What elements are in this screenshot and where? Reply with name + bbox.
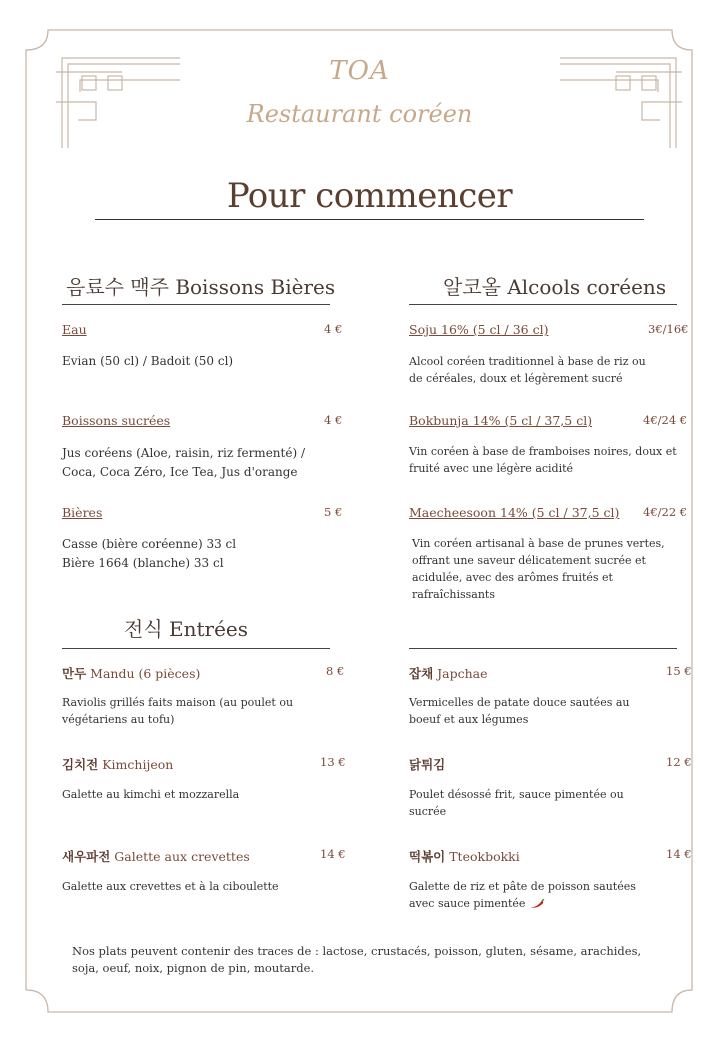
entree-label: Mandu (6 pièces)	[90, 666, 201, 681]
entree-price-mandu: 8 €	[326, 664, 345, 678]
brand-name: TOA	[329, 56, 390, 86]
alcohols-divider	[409, 304, 677, 305]
desc-line: Casse (bière coréenne) 33 cl	[62, 537, 237, 551]
entree-price-dakttwigim: 12 €	[666, 755, 692, 769]
entree-name-japchae	[409, 664, 488, 682]
desc-line: acidulée, avec des arômes fruités et	[412, 571, 613, 584]
desc-line: Jus coréens (Aloe, raisin, riz fermenté) /	[62, 446, 305, 460]
chili-pepper-icon	[529, 899, 545, 909]
entree-price-kimchijeon: 13 €	[320, 755, 346, 769]
entree-korean: 새우파전	[62, 849, 111, 864]
desc-line: Galette de riz et pâte de poisson sautées	[409, 880, 636, 893]
entree-name-kimchijeon	[62, 755, 173, 773]
desc-line: offrant une saveur délicatement sucrée et	[412, 554, 646, 567]
desc-line: boeuf et aux légumes	[409, 713, 529, 726]
desc-line: de céréales, doux et légèrement sucré	[409, 372, 623, 385]
desc-line: Vermicelles de patate douce sautées au	[409, 696, 630, 709]
brand-subtitle: Restaurant coréen	[246, 100, 473, 128]
entree-name-galette-crevettes	[62, 847, 250, 865]
desc-line: Vin coréen à base de framboises noires, doux et	[409, 445, 677, 458]
entree-korean: 잡채	[409, 666, 434, 681]
entree-label: Tteokbokki	[449, 849, 520, 864]
drink-desc-eau: Evian (50 cl) / Badoit (50 cl)	[62, 354, 234, 368]
entree-desc-kimchijeon	[62, 786, 239, 803]
desc-line: rafraîchissants	[412, 588, 495, 601]
desc-line: Bière 1664 (blanche) 33 cl	[62, 556, 224, 570]
drink-desc-bieres	[62, 535, 236, 573]
drinks-heading: 음료수 맥주 Boissons Bières	[66, 275, 336, 299]
drinks-divider	[62, 304, 330, 305]
desc-line: Galette au kimchi et mozzarella	[62, 788, 240, 801]
entree-korean: 떡볶이	[409, 849, 446, 864]
desc-line: Poulet désossé frit, sauce pimentée ou	[409, 788, 624, 801]
desc-line: sucrée	[409, 805, 447, 818]
alcohol-price-maecheesoon: 4€/22 €	[643, 505, 688, 519]
drink-price-sucrees: 4 €	[324, 413, 343, 427]
entree-label: Kimchijeon	[102, 757, 174, 772]
drink-desc-sucrees	[62, 444, 342, 482]
entree-desc-japchae	[409, 694, 630, 728]
drink-name-bieres: Bières	[62, 505, 103, 520]
entree-desc-galette-crevettes	[62, 878, 279, 895]
entree-label: Galette aux crevettes	[114, 849, 250, 864]
alcohol-desc-bokbunja	[409, 443, 677, 477]
footnote-line: Nos plats peuvent contenir des traces de : lactose, crustacés, poisson, gluten, sésame, arachides,	[72, 944, 642, 958]
alcohol-desc-maecheesoon	[412, 535, 665, 603]
drink-name-eau: Eau	[62, 322, 87, 337]
entree-desc-dakttwigim	[409, 786, 624, 820]
entree-korean: 김치전	[62, 757, 99, 772]
entrees-divider-left	[62, 648, 330, 649]
desc-line: végétariens au tofu)	[62, 713, 175, 726]
title-divider	[95, 219, 644, 220]
entree-name-mandu	[62, 664, 200, 682]
entree-desc-tteokbokki	[409, 878, 636, 912]
drink-name-sucrees: Boissons sucrées	[62, 413, 171, 428]
alcohol-name-maecheesoon: Maecheesoon 14% (5 cl / 37,5 cl)	[409, 505, 620, 520]
entrees-heading: 전식 Entrées	[124, 617, 249, 641]
alcohol-price-soju: 3€/16€	[648, 322, 689, 336]
desc-line-text: avec sauce pimentée	[409, 897, 526, 910]
desc-line: Coca, Coca Zéro, Ice Tea, Jus d'orange	[62, 465, 298, 479]
entree-korean: 만두	[62, 666, 87, 681]
entree-korean: 닭튀김	[409, 757, 446, 772]
drink-price-eau: 4 €	[324, 322, 343, 336]
entrees-divider-right	[409, 648, 677, 649]
desc-line: Vin coréen artisanal à base de prunes vertes,	[412, 537, 665, 550]
page-title: Pour commencer	[226, 176, 513, 216]
drink-price-bieres: 5 €	[324, 505, 343, 519]
desc-line: fruité avec une légère acidité	[409, 462, 574, 475]
entree-price-japchae: 15 €	[666, 664, 692, 678]
alcohols-heading: 알코올 Alcools coréens	[443, 275, 667, 299]
footnote-line: soja, oeuf, noix, pignon de pin, moutarde.	[72, 961, 315, 975]
allergen-footnote	[72, 943, 662, 977]
alcohol-desc-soju	[409, 353, 646, 387]
desc-line	[409, 895, 636, 912]
alcohol-price-bokbunja: 4€/24 €	[643, 413, 688, 427]
entree-desc-mandu	[62, 694, 293, 728]
entree-name-dakttwigim	[409, 755, 445, 773]
desc-line: Alcool coréen traditionnel à base de riz ou	[409, 355, 646, 368]
alcohol-name-bokbunja: Bokbunja 14% (5 cl / 37,5 cl)	[409, 413, 593, 428]
entree-price-galette-crevettes: 14 €	[320, 847, 346, 861]
entree-label: Japchae	[437, 666, 488, 681]
entree-price-tteokbokki: 14 €	[666, 847, 692, 861]
alcohol-name-soju: Soju 16% (5 cl / 36 cl)	[409, 322, 549, 337]
entree-name-tteokbokki	[409, 847, 520, 865]
desc-line: Galette aux crevettes et à la ciboulette	[62, 880, 279, 893]
desc-line: Raviolis grillés faits maison (au poulet ou	[62, 696, 294, 709]
